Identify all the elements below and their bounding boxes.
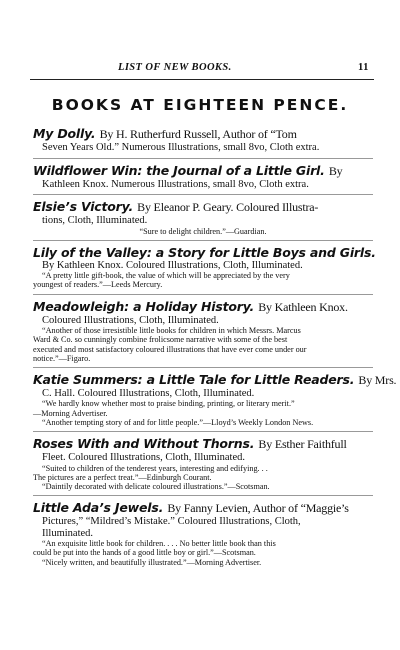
review-quote: could be put into the hands of a good little boy or girl.”—Scotsman.	[33, 548, 256, 558]
running-head	[0, 62, 400, 76]
book-entry	[33, 299, 373, 363]
review-quote: The pictures are a perfect treat.”—Edinburgh Courant.	[33, 472, 212, 482]
book-title: My Dolly.	[33, 126, 96, 141]
review-quote: youngest of readers.”—Leeds Mercury.	[33, 280, 163, 290]
review-quote: “Suited to children of the tenderest years, interesting and edifying. . .	[42, 463, 268, 473]
book-entry	[33, 199, 373, 236]
book-title: Katie Summers: a Little Tale for Little Readers.	[33, 371, 355, 387]
book-entry	[33, 500, 373, 567]
book-byline: By	[328, 163, 343, 178]
book-title: Wildflower Win: the Journal of a Little Girl.	[33, 162, 325, 178]
book-entry	[33, 126, 373, 154]
book-entry	[33, 436, 373, 491]
book-byline: By Kathleen Knox.	[258, 299, 348, 314]
review-quote: notice.”—Figaro.	[33, 353, 91, 363]
book-entry	[33, 371, 397, 427]
book-title: Roses With and Without Thorns.	[33, 436, 255, 452]
entry-divider	[33, 431, 373, 432]
book-byline: By Esther Faithfull	[258, 437, 347, 452]
review-quote: “We hardly know whether most to praise binding, printing, or literary merit.”	[42, 399, 295, 409]
book-title-line	[33, 163, 373, 179]
section-title: BOOKS AT EIGHTEEN PENCE.	[51, 96, 349, 114]
review-quote: “Nicely written, and beautifully illustrated.”—Morning Advertiser.	[42, 557, 262, 567]
page-number: 11	[358, 62, 369, 73]
review-quote: “Another tempting story of and for little people.”—Lloyd’s Weekly London News.	[42, 417, 314, 427]
book-title-line	[33, 500, 373, 516]
entry-divider	[33, 158, 373, 159]
entry-divider	[33, 194, 373, 195]
book-title: Elsie’s Victory.	[33, 199, 133, 214]
review-quote: —Morning Advertiser.	[33, 408, 108, 418]
book-detail: Illuminated.	[42, 527, 94, 539]
review-quote: Ward & Co. so cunningly combine frolicsome narrative with some of the best	[33, 335, 288, 345]
book-detail: tions, Cloth, Illuminated.	[42, 215, 148, 226]
book-detail: Coloured Illustrations, Cloth, Illuminated.	[42, 314, 219, 326]
book-list	[33, 126, 397, 567]
entry-divider	[33, 367, 373, 368]
review-quote: “A pretty little gift-book, the value of which will be appreciated by the very	[42, 271, 290, 281]
book-title-line	[33, 126, 373, 142]
book-detail: C. Hall. Coloured Illustrations, Cloth, Illuminated.	[42, 387, 255, 399]
book-detail: Seven Years Old.” Numerous Illustrations, small 8vo, Cloth extra.	[42, 142, 320, 153]
book-title-line	[33, 244, 376, 260]
review-quote: executed and most satisfactory coloured illustrations that have ever come under our	[33, 344, 307, 354]
book-detail: Fleet. Coloured Illustrations, Cloth, Illuminated.	[42, 452, 245, 464]
book-title: Little Ada’s Jewels.	[33, 500, 164, 516]
book-byline: By Mrs.	[358, 372, 397, 387]
book-detail: Pictures,” “Mildred’s Mistake.” Coloured Illustrations, Cloth,	[42, 516, 301, 528]
book-title-line	[33, 371, 397, 388]
book-title: Lily of the Valley: a Story for Little Boys and Girls.	[33, 244, 376, 260]
book-title: Meadowleigh: a Holiday History.	[33, 298, 255, 314]
entry-divider	[33, 240, 373, 241]
book-byline: By Eleanor P. Geary. Coloured Illustra-	[137, 200, 319, 214]
review-quote: “Sure to delight children.”—Guardian.	[139, 226, 267, 236]
review-quote: “Another of those irresistible little books for children in which Messrs. Marcus	[42, 326, 301, 336]
book-title-line	[33, 299, 373, 315]
running-head-title: LIST OF NEW BOOKS.	[118, 62, 232, 73]
review-quote: “An exquisite little book for children. . . . No better little book than this	[42, 539, 276, 549]
entry-divider	[33, 294, 373, 295]
book-detail: Kathleen Knox. Numerous Illustrations, small 8vo, Cloth extra.	[42, 178, 309, 190]
book-title-line	[33, 436, 373, 452]
entry-divider	[33, 495, 373, 496]
book-entry	[33, 244, 376, 290]
book-byline: By Fanny Levien, Author of “Maggie’s	[167, 501, 349, 516]
header-rule	[30, 79, 374, 80]
book-detail: By Kathleen Knox. Coloured Illustrations, Cloth, Illuminated.	[42, 259, 303, 271]
book-byline: By H. Rutherfurd Russell, Author of “Tom	[99, 127, 297, 141]
book-entry	[33, 163, 373, 191]
book-title-line	[33, 199, 373, 215]
review-quote: “Daintily decorated with delicate coloured illustrations.”—Scotsman.	[42, 481, 270, 491]
